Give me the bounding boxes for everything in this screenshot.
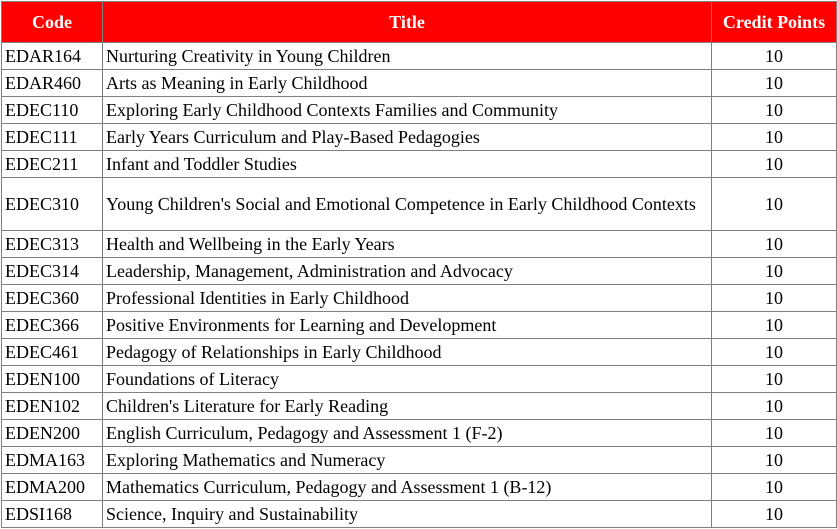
course-code-cell: EDEC110: [2, 97, 103, 124]
table-row: [2, 151, 837, 178]
course-code-cell: EDEN100: [2, 366, 103, 393]
course-title-cell: Early Years Curriculum and Play-Based Pedagogies: [103, 124, 712, 151]
course-code-cell: EDEC111: [2, 124, 103, 151]
course-title-cell: Children's Literature for Early Reading: [103, 393, 712, 420]
credit-points-cell: 10: [712, 393, 837, 420]
credit-points-cell: 10: [712, 474, 837, 501]
credit-points-cell: 10: [712, 339, 837, 366]
course-title-cell: Exploring Mathematics and Numeracy: [103, 447, 712, 474]
course-code-cell: EDAR460: [2, 70, 103, 97]
credit-points-cell: 10: [712, 285, 837, 312]
course-title-cell: Arts as Meaning in Early Childhood: [103, 70, 712, 97]
course-title-cell: Science, Inquiry and Sustainability: [103, 501, 712, 528]
course-code-cell: EDEC313: [2, 231, 103, 258]
course-title-cell: Positive Environments for Learning and Development: [103, 312, 712, 339]
table-row: [2, 420, 837, 447]
table-row: [2, 258, 837, 285]
course-code-cell: EDMA163: [2, 447, 103, 474]
table-row: [2, 447, 837, 474]
course-code-cell: EDEC211: [2, 151, 103, 178]
table-row: [2, 501, 837, 528]
credit-points-cell: 10: [712, 97, 837, 124]
table-row: [2, 285, 837, 312]
table-row: [2, 70, 837, 97]
credit-points-cell: 10: [712, 70, 837, 97]
course-code-cell: EDMA200: [2, 474, 103, 501]
credit-points-cell: 10: [712, 124, 837, 151]
course-title-cell: Pedagogy of Relationships in Early Childhood: [103, 339, 712, 366]
course-code-cell: EDEC360: [2, 285, 103, 312]
table-row: [2, 393, 837, 420]
credit-points-cell: 10: [712, 420, 837, 447]
table-row: [2, 312, 837, 339]
table-row: [2, 178, 837, 231]
credit-points-cell: 10: [712, 366, 837, 393]
credit-points-cell: 10: [712, 447, 837, 474]
credit-points-cell: 10: [712, 312, 837, 339]
header-credit-points: Credit Points: [712, 2, 837, 43]
table-row: [2, 124, 837, 151]
course-title-cell: Leadership, Management, Administration and Advocacy: [103, 258, 712, 285]
course-table: [1, 1, 837, 528]
credit-points-cell: 10: [712, 258, 837, 285]
table-row: [2, 231, 837, 258]
course-code-cell: EDEC310: [2, 178, 103, 231]
course-title-cell: Nurturing Creativity in Young Children: [103, 43, 712, 70]
course-code-cell: EDEN200: [2, 420, 103, 447]
header-row: [2, 2, 837, 43]
course-title-cell: Health and Wellbeing in the Early Years: [103, 231, 712, 258]
table-row: [2, 366, 837, 393]
credit-points-cell: 10: [712, 151, 837, 178]
course-code-cell: EDSI168: [2, 501, 103, 528]
course-title-cell: Young Children's Social and Emotional Competence in Early Childhood Contexts: [103, 178, 712, 231]
course-title-cell: English Curriculum, Pedagogy and Assessment 1 (F-2): [103, 420, 712, 447]
course-code-cell: EDEN102: [2, 393, 103, 420]
course-code-cell: EDEC461: [2, 339, 103, 366]
header-title: Title: [103, 2, 712, 43]
credit-points-cell: 10: [712, 501, 837, 528]
course-title-cell: Professional Identities in Early Childhood: [103, 285, 712, 312]
course-title-cell: Mathematics Curriculum, Pedagogy and Assessment 1 (B-12): [103, 474, 712, 501]
table-row: [2, 43, 837, 70]
table-row: [2, 474, 837, 501]
credit-points-cell: 10: [712, 178, 837, 231]
table-row: [2, 97, 837, 124]
table-row: [2, 339, 837, 366]
course-code-cell: EDAR164: [2, 43, 103, 70]
credit-points-cell: 10: [712, 231, 837, 258]
course-title-cell: Foundations of Literacy: [103, 366, 712, 393]
course-code-cell: EDEC314: [2, 258, 103, 285]
course-title-cell: Exploring Early Childhood Contexts Families and Community: [103, 97, 712, 124]
credit-points-cell: 10: [712, 43, 837, 70]
course-title-cell: Infant and Toddler Studies: [103, 151, 712, 178]
course-code-cell: EDEC366: [2, 312, 103, 339]
header-code: Code: [2, 2, 103, 43]
